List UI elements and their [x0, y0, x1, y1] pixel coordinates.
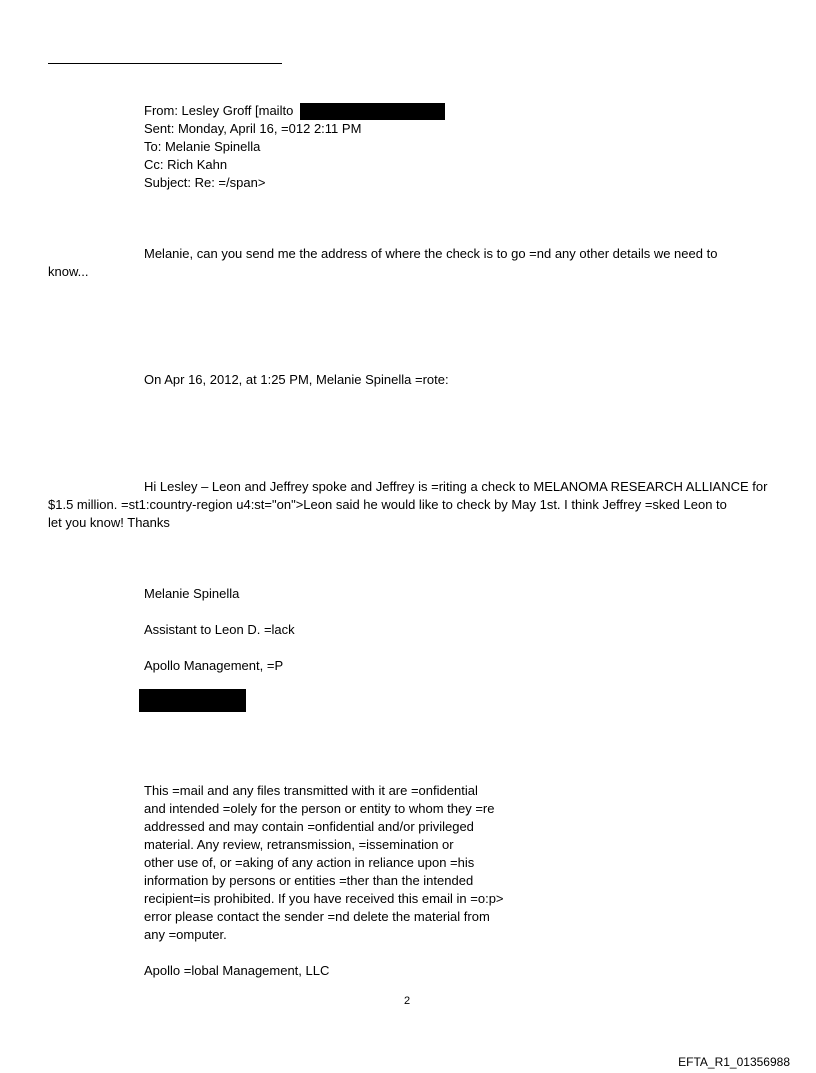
reply-line-1: Melanie, can you send me the address of where the check is to go =nd any other details we need to	[144, 246, 718, 261]
disclaimer-line: any =omputer.	[144, 927, 227, 942]
reply-line-2: know...	[48, 264, 89, 279]
redaction-email	[300, 103, 445, 120]
footer-company: Apollo =lobal Management, LLC	[144, 963, 330, 978]
page-number: 2	[404, 995, 411, 1007]
to-line: To: Melanie Spinella	[144, 139, 261, 154]
quote-intro: On Apr 16, 2012, at 1:25 PM, Melanie Spinella =rote:	[144, 372, 449, 387]
disclaimer-line: recipient=is prohibited. If you have received this email in =o:p>	[144, 891, 504, 906]
signature-company: Apollo Management, =P	[144, 658, 284, 673]
signature-name: Melanie Spinella	[144, 586, 240, 601]
disclaimer-line: information by persons or entities =ther than the intended	[144, 873, 474, 888]
disclaimer-line: addressed and may contain =onfidential and/or privileged	[144, 819, 474, 834]
from-line: From: Lesley Groff [mailto	[144, 103, 294, 118]
disclaimer-line: material. Any review, retransmission, =issemination or	[144, 837, 454, 852]
disclaimer-line: error please contact the sender =nd delete the material from	[144, 909, 490, 924]
quoted-line-3: let you know! Thanks	[48, 515, 170, 530]
bates-number: EFTA_R1_01356988	[678, 1055, 790, 1069]
quoted-line-2: $1.5 million. =st1:country-region u4:st="on">Leon said he would like to check by May 1st. I think Jeffrey =sked Leon to	[48, 497, 727, 512]
quoted-line-1: Hi Lesley – Leon and Jeffrey spoke and Jeffrey is =riting a check to MELANOMA RESEARCH ALLIANCE for	[144, 479, 768, 494]
redaction-phone	[139, 689, 246, 712]
signature-title: Assistant to Leon D. =lack	[144, 622, 295, 637]
disclaimer-line: This =mail and any files transmitted with it are =onfidential	[144, 783, 478, 798]
disclaimer-line: and intended =olely for the person or entity to whom they =re	[144, 801, 495, 816]
subject-line: Subject: Re: =/span>	[144, 175, 266, 190]
disclaimer-line: other use of, or =aking of any action in reliance upon =his	[144, 855, 475, 870]
sent-line: Sent: Monday, April 16, =012 2:11 PM	[144, 121, 362, 136]
cc-line: Cc: Rich Kahn	[144, 157, 228, 172]
header-rule	[48, 63, 282, 64]
